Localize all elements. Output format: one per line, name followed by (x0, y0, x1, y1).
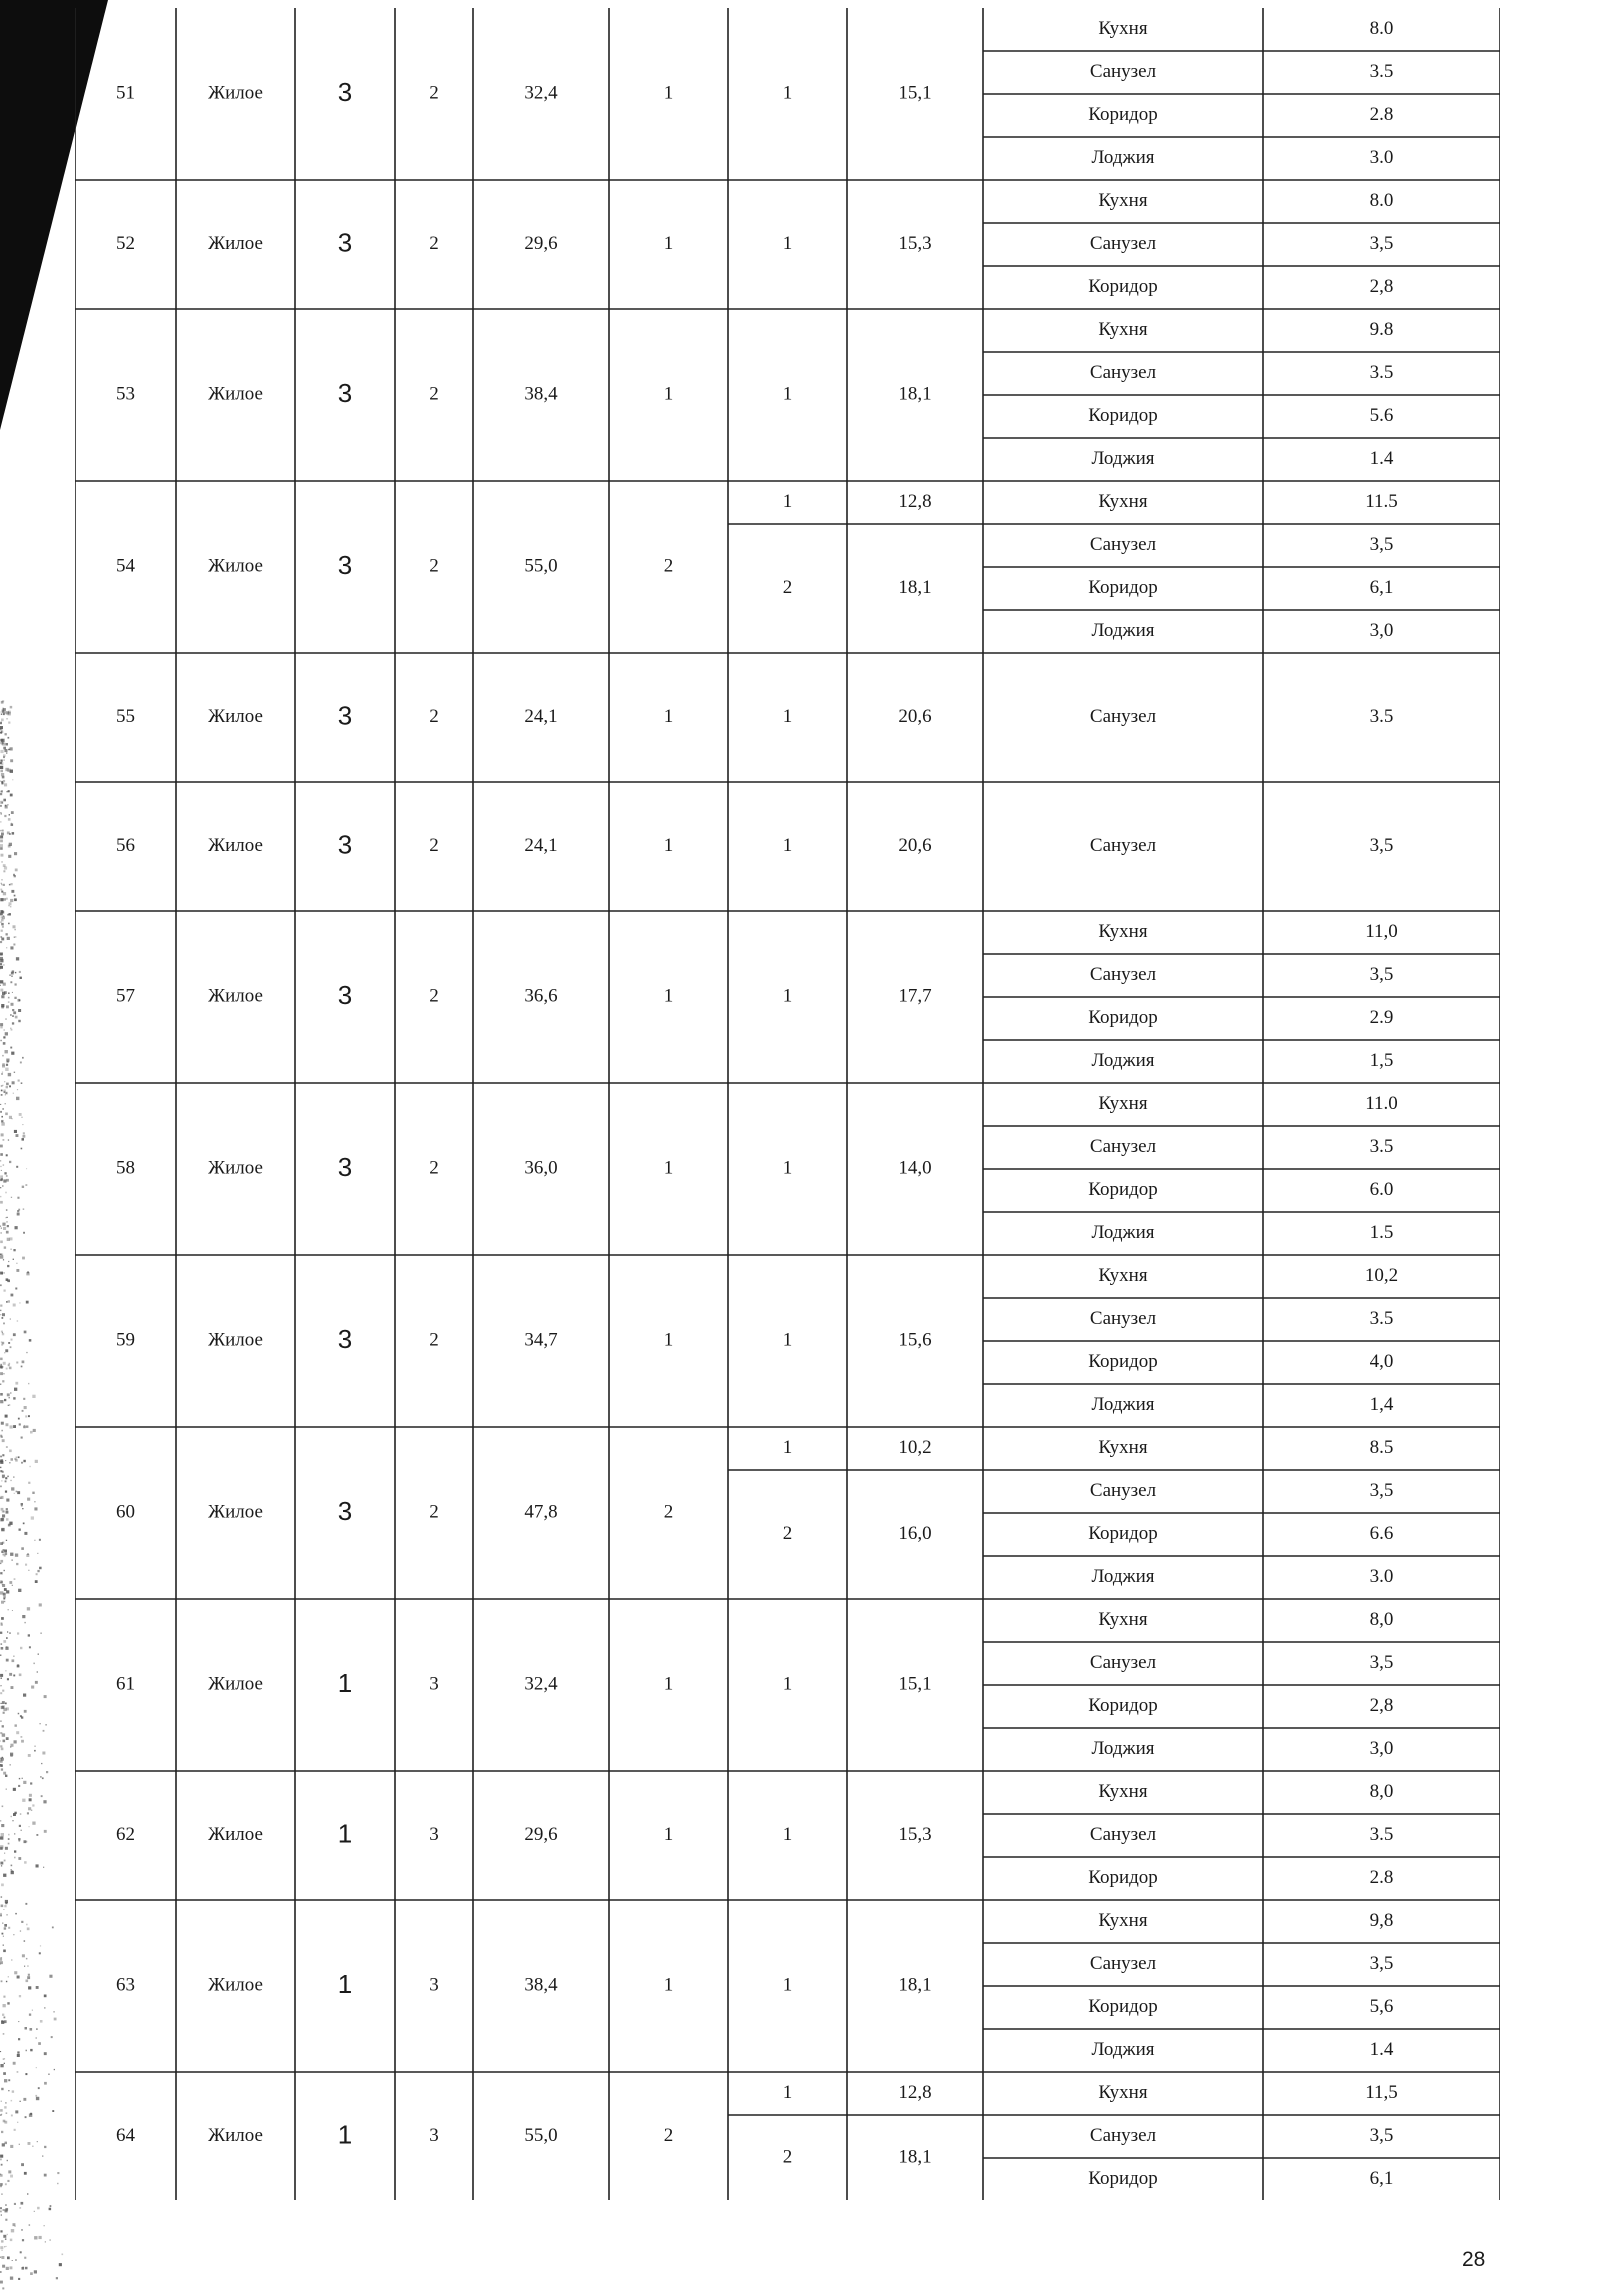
aux-room-area: 1.4 (1369, 447, 1394, 469)
apartment-purpose: Жилое (208, 834, 263, 856)
aux-room-area: 2,8 (1369, 1694, 1394, 1716)
total-area: 36,6 (524, 985, 558, 1007)
aux-room-name: Коридор (1088, 1006, 1158, 1028)
room-number: 2 (782, 1522, 793, 1544)
rooms-count: 1 (663, 383, 674, 405)
aux-room-area: 11.5 (1365, 490, 1398, 512)
aux-room-area: 11.0 (1365, 1092, 1398, 1114)
total-area: 55,0 (524, 555, 558, 577)
floor-number: 2 (429, 985, 439, 1007)
aux-room-area: 8.0 (1369, 189, 1394, 211)
floor-number: 2 (429, 1157, 439, 1179)
aux-room-name: Коридор (1088, 1866, 1158, 1888)
section-number: 3 (337, 979, 353, 1010)
room-number: 1 (782, 1157, 793, 1179)
aux-room-name: Коридор (1088, 1995, 1158, 2017)
aux-room-area: 6.6 (1369, 1522, 1394, 1544)
room-area: 15,3 (898, 1823, 932, 1845)
aux-room-name: Санузел (1089, 1651, 1157, 1673)
aux-room-area: 4,0 (1369, 1350, 1394, 1372)
room-number: 1 (782, 1329, 793, 1351)
aux-room-name: Коридор (1088, 1178, 1158, 1200)
room-number: 1 (782, 834, 793, 856)
room-area: 16,0 (898, 1522, 932, 1544)
section-number: 1 (337, 2119, 353, 2150)
aux-room-area: 5.6 (1369, 404, 1394, 426)
aux-room-name: Кухня (1098, 1436, 1148, 1458)
aux-room-area: 3,5 (1369, 232, 1394, 254)
floor-number: 3 (429, 2124, 439, 2146)
aux-room-area: 3,0 (1369, 1737, 1394, 1759)
apartment-number: 60 (116, 1501, 135, 1523)
room-number: 1 (782, 2081, 793, 2103)
floor-number: 2 (429, 1329, 439, 1351)
aux-room-name: Кухня (1098, 2081, 1148, 2103)
total-area: 32,4 (524, 1673, 558, 1695)
floor-number: 2 (429, 705, 439, 727)
aux-room-name: Коридор (1088, 1694, 1158, 1716)
aux-room-area: 3,5 (1369, 533, 1394, 555)
aux-room-name: Кухня (1098, 17, 1148, 39)
page-number: 28 (1462, 2248, 1486, 2271)
aux-room-area: 3,5 (1369, 963, 1394, 985)
apartments-table (75, 8, 1500, 2200)
section-number: 3 (337, 829, 353, 860)
section-number: 3 (337, 377, 353, 408)
aux-room-area: 3.0 (1369, 146, 1394, 168)
apartment-number: 61 (116, 1673, 135, 1695)
aux-room-name: Санузел (1089, 963, 1157, 985)
aux-room-name: Санузел (1089, 1135, 1157, 1157)
aux-room-name: Коридор (1088, 1522, 1158, 1544)
aux-room-area: 3,5 (1369, 2124, 1394, 2146)
room-area: 10,2 (898, 1436, 932, 1458)
rooms-count: 1 (663, 834, 674, 856)
apartment-purpose: Жилое (208, 985, 263, 1007)
room-number: 1 (782, 1823, 793, 1845)
aux-room-area: 3,5 (1369, 1651, 1394, 1673)
section-number: 3 (337, 76, 353, 107)
section-number: 3 (337, 227, 353, 258)
aux-room-name: Санузел (1089, 1479, 1157, 1501)
room-area: 14,0 (898, 1157, 932, 1179)
total-area: 24,1 (524, 834, 558, 856)
aux-room-area: 10,2 (1364, 1264, 1399, 1286)
aux-room-name: Санузел (1089, 1307, 1157, 1329)
aux-room-area: 3,0 (1369, 619, 1394, 641)
room-area: 15,6 (898, 1329, 932, 1351)
aux-room-name: Кухня (1098, 318, 1148, 340)
rooms-count: 2 (663, 1501, 674, 1523)
rooms-count: 1 (663, 1823, 674, 1845)
aux-room-name: Лоджия (1091, 1393, 1155, 1415)
aux-room-name: Кухня (1098, 1092, 1148, 1114)
aux-room-name: Лоджия (1091, 2038, 1155, 2060)
aux-room-name: Кухня (1098, 920, 1148, 942)
room-number: 2 (782, 576, 793, 598)
apartment-purpose: Жилое (208, 705, 263, 727)
room-number: 1 (782, 1436, 793, 1458)
apartment-number: 57 (116, 985, 135, 1007)
aux-room-area: 6,1 (1369, 576, 1394, 598)
room-area: 15,1 (898, 82, 932, 104)
floor-number: 2 (429, 1501, 439, 1523)
total-area: 34,7 (524, 1329, 558, 1351)
aux-room-name: Санузел (1089, 60, 1157, 82)
section-number: 3 (337, 1323, 353, 1354)
aux-room-name: Лоджия (1091, 447, 1155, 469)
floor-number: 2 (429, 232, 439, 254)
aux-room-name: Кухня (1098, 1909, 1148, 1931)
room-area: 18,1 (898, 2146, 932, 2168)
room-area: 15,3 (898, 232, 932, 254)
section-number: 3 (337, 700, 353, 731)
aux-room-name: Лоджия (1091, 1049, 1155, 1071)
section-number: 1 (337, 1667, 353, 1698)
aux-room-name: Санузел (1089, 2124, 1157, 2146)
floor-number: 2 (429, 82, 439, 104)
apartment-purpose: Жилое (208, 82, 263, 104)
aux-room-area: 8,0 (1369, 1608, 1394, 1630)
aux-room-name: Лоджия (1091, 1737, 1155, 1759)
apartment-number: 56 (116, 834, 135, 856)
aux-room-area: 6.0 (1369, 1178, 1394, 1200)
aux-room-area: 8.0 (1369, 17, 1394, 39)
room-number: 1 (782, 490, 793, 512)
total-area: 32,4 (524, 82, 558, 104)
apartment-number: 53 (116, 383, 135, 405)
apartment-purpose: Жилое (208, 383, 263, 405)
apartment-purpose: Жилое (208, 1823, 263, 1845)
aux-room-name: Кухня (1098, 490, 1148, 512)
aux-room-name: Санузел (1089, 361, 1157, 383)
room-area: 20,6 (898, 705, 932, 727)
aux-room-name: Санузел (1089, 232, 1157, 254)
apartment-number: 63 (116, 1974, 135, 1996)
room-number: 2 (782, 2146, 793, 2168)
section-number: 3 (337, 549, 353, 580)
aux-room-name: Коридор (1088, 2167, 1158, 2189)
apartment-number: 64 (116, 2124, 135, 2146)
aux-room-name: Лоджия (1091, 146, 1155, 168)
room-area: 18,1 (898, 1974, 932, 1996)
aux-room-area: 9.8 (1369, 318, 1394, 340)
aux-room-area: 8,0 (1369, 1780, 1394, 1802)
apartment-purpose: Жилое (208, 555, 263, 577)
aux-room-area: 2.9 (1369, 1006, 1394, 1028)
rooms-count: 1 (663, 1673, 674, 1695)
apartment-purpose: Жилое (208, 1501, 263, 1523)
aux-room-name: Кухня (1098, 1780, 1148, 1802)
rooms-count: 1 (663, 985, 674, 1007)
aux-room-area: 3.5 (1369, 705, 1394, 727)
room-area: 18,1 (898, 383, 932, 405)
room-number: 1 (782, 1974, 793, 1996)
section-number: 3 (337, 1495, 353, 1526)
aux-room-area: 6,1 (1369, 2167, 1394, 2189)
room-area: 12,8 (898, 490, 932, 512)
aux-room-name: Санузел (1089, 533, 1157, 555)
aux-room-area: 3.5 (1369, 361, 1394, 383)
total-area: 47,8 (524, 1501, 558, 1523)
room-area: 18,1 (898, 576, 932, 598)
apartment-purpose: Жилое (208, 1329, 263, 1351)
scan-noise-edge (0, 700, 70, 2290)
total-area: 24,1 (524, 705, 558, 727)
apartment-number: 51 (116, 82, 135, 104)
apartment-number: 58 (116, 1157, 135, 1179)
aux-room-area: 3.5 (1369, 60, 1394, 82)
aux-room-name: Коридор (1088, 404, 1158, 426)
aux-room-name: Кухня (1098, 189, 1148, 211)
floor-number: 3 (429, 1673, 439, 1695)
rooms-count: 1 (663, 705, 674, 727)
total-area: 38,4 (524, 1974, 558, 1996)
floor-number: 3 (429, 1974, 439, 1996)
aux-room-area: 11,0 (1365, 920, 1398, 942)
aux-room-name: Коридор (1088, 103, 1158, 125)
rooms-count: 2 (663, 2124, 674, 2146)
rooms-count: 1 (663, 232, 674, 254)
aux-room-name: Лоджия (1091, 1565, 1155, 1587)
apartment-number: 52 (116, 232, 135, 254)
room-number: 1 (782, 1673, 793, 1695)
aux-room-name: Коридор (1088, 275, 1158, 297)
aux-room-name: Санузел (1089, 1952, 1157, 1974)
section-number: 1 (337, 1818, 353, 1849)
room-area: 15,1 (898, 1673, 932, 1695)
floor-number: 2 (429, 555, 439, 577)
room-number: 1 (782, 705, 793, 727)
aux-room-area: 11,5 (1365, 2081, 1398, 2103)
aux-room-name: Кухня (1098, 1608, 1148, 1630)
aux-room-area: 1,4 (1369, 1393, 1394, 1415)
total-area: 38,4 (524, 383, 558, 405)
room-number: 1 (782, 985, 793, 1007)
aux-room-area: 3.5 (1369, 1307, 1394, 1329)
aux-room-area: 3.0 (1369, 1565, 1394, 1587)
aux-room-name: Лоджия (1091, 1221, 1155, 1243)
aux-room-area: 2.8 (1369, 103, 1394, 125)
room-area: 12,8 (898, 2081, 932, 2103)
apartment-purpose: Жилое (208, 2124, 263, 2146)
room-number: 1 (782, 82, 793, 104)
aux-room-area: 8.5 (1369, 1436, 1394, 1458)
room-number: 1 (782, 232, 793, 254)
apartment-purpose: Жилое (208, 1673, 263, 1695)
aux-room-name: Коридор (1088, 1350, 1158, 1372)
aux-room-area: 3,5 (1369, 1479, 1394, 1501)
aux-room-area: 9,8 (1369, 1909, 1394, 1931)
apartment-purpose: Жилое (208, 232, 263, 254)
aux-room-area: 2,8 (1369, 275, 1394, 297)
aux-room-name: Лоджия (1091, 619, 1155, 641)
floor-number: 3 (429, 1823, 439, 1845)
rooms-count: 1 (663, 1329, 674, 1351)
floor-number: 2 (429, 834, 439, 856)
room-area: 17,7 (898, 985, 932, 1007)
aux-room-area: 3,5 (1369, 1952, 1394, 1974)
apartment-number: 54 (116, 555, 135, 577)
section-number: 1 (337, 1968, 353, 1999)
aux-room-name: Санузел (1089, 834, 1157, 856)
section-number: 3 (337, 1151, 353, 1182)
aux-room-area: 1.4 (1369, 2038, 1394, 2060)
apartment-number: 59 (116, 1329, 135, 1351)
aux-room-area: 3.5 (1369, 1823, 1394, 1845)
apartment-purpose: Жилое (208, 1974, 263, 1996)
aux-room-area: 1,5 (1369, 1049, 1394, 1071)
aux-room-name: Кухня (1098, 1264, 1148, 1286)
aux-room-name: Санузел (1089, 1823, 1157, 1845)
rooms-count: 1 (663, 1157, 674, 1179)
total-area: 55,0 (524, 2124, 558, 2146)
rooms-count: 1 (663, 1974, 674, 1996)
aux-room-area: 3.5 (1369, 1135, 1394, 1157)
aux-room-area: 2.8 (1369, 1866, 1394, 1888)
room-area: 20,6 (898, 834, 932, 856)
apartment-number: 62 (116, 1823, 135, 1845)
apartment-purpose: Жилое (208, 1157, 263, 1179)
room-number: 1 (782, 383, 793, 405)
total-area: 29,6 (524, 232, 558, 254)
rooms-count: 1 (663, 82, 674, 104)
total-area: 36,0 (524, 1157, 558, 1179)
aux-room-name: Коридор (1088, 576, 1158, 598)
rooms-count: 2 (663, 555, 674, 577)
apartment-number: 55 (116, 705, 135, 727)
aux-room-area: 1.5 (1369, 1221, 1394, 1243)
floor-number: 2 (429, 383, 439, 405)
aux-room-area: 3,5 (1369, 834, 1394, 856)
aux-room-area: 5,6 (1369, 1995, 1394, 2017)
aux-room-name: Санузел (1089, 705, 1157, 727)
total-area: 29,6 (524, 1823, 558, 1845)
